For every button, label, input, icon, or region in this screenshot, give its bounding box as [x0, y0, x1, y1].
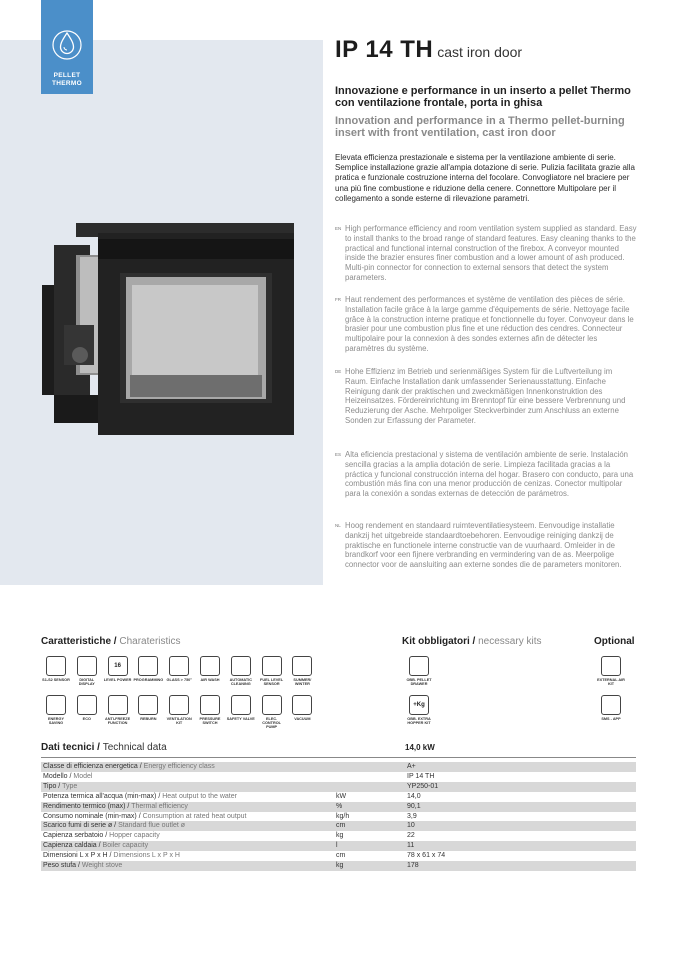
row-value: 11 — [407, 842, 415, 850]
feature-item — [404, 695, 434, 725]
feature-item — [596, 695, 626, 721]
feature-label: ELEC. CONTROL PUMP — [262, 717, 281, 730]
safety-valve-icon — [231, 695, 251, 715]
feature-label: LEVEL POWER — [103, 678, 132, 682]
technical-data-title: Dati tecnici / Technical data — [41, 742, 167, 753]
table-row — [41, 861, 636, 871]
air-wash-icon — [200, 656, 220, 676]
extra-hopper-icon: +Kg — [409, 695, 429, 715]
row-label: Capienza caldaia / Boiler capacity — [43, 842, 149, 850]
row-label: Classe di efficienza energetica / Energy efficiency class — [43, 763, 215, 770]
vacuum-icon — [292, 695, 312, 715]
feature-item — [596, 656, 626, 686]
feature-item — [226, 656, 256, 686]
row-value: YP250-01 — [407, 782, 439, 790]
ventilation-kit-icon — [169, 695, 189, 715]
feature-label: AUTOMATIC CLEANING — [229, 678, 253, 687]
eco-icon — [77, 695, 97, 715]
power-level-icon: 16 — [108, 656, 128, 676]
feature-item — [226, 695, 256, 721]
model-name: IP 14 TH — [335, 36, 434, 63]
row-label: Tipo / Type — [43, 782, 78, 790]
row-value: 3,9 — [407, 812, 417, 820]
row-label: Consumo nominale (min-max) / Consumption at rated heat output — [43, 812, 247, 820]
row-label: Capienza serbatoio / Hopper capacity — [43, 832, 160, 840]
description-de — [335, 367, 637, 426]
anti-freeze-icon — [108, 695, 128, 715]
feature-label: AIR WASH — [200, 678, 220, 682]
row-label: Modello / Model — [43, 772, 93, 780]
row-label: Peso stufa / Weight stove — [43, 862, 123, 869]
reburn-icon — [138, 695, 158, 715]
feature-item — [164, 695, 194, 725]
feature-item — [404, 656, 434, 686]
feature-label: PROGRAMMING — [133, 678, 164, 682]
pump-icon — [262, 695, 282, 715]
feature-item — [133, 656, 163, 682]
row-value: 178 — [407, 862, 419, 869]
feature-label: VENTILATION KIT — [166, 717, 192, 726]
pressure-switch-icon — [200, 695, 220, 715]
feature-label: EXTERNAL AIR KIT — [597, 678, 625, 687]
feature-item — [195, 695, 225, 725]
programming-icon — [138, 656, 158, 676]
table-row — [41, 831, 636, 841]
lang-code: FR — [335, 297, 341, 302]
fuel-level-icon — [262, 656, 282, 676]
lang-text: Hohe Effizienz im Betrieb und serienmäßiges System für die Luftverteilung im Raum. Einfache Installation dank umfassender Serienausstattung. Einfache Reinigung dank der praktischen und zweckmäßigen Innenkonstruktion des Heizeinsatzes. Fördereinrichtung im Brenntopf für eine bessere Verbrennung und Reduzierung der Asche. Mehrpoliger Steckverbinder zum Anschluss an externe Sonden zur Erfassung der Parameter. — [345, 367, 626, 425]
automatic-cleaning-icon — [231, 656, 251, 676]
table-row — [41, 772, 636, 782]
feature-item — [72, 656, 102, 686]
description-es — [335, 450, 637, 499]
feature-label: GLASS > 750° — [166, 678, 192, 682]
row-label: Potenza termica all'acqua (min-max) / Heat output to the water — [43, 792, 237, 800]
feature-item — [257, 695, 287, 730]
feature-label: SMS - APP — [601, 717, 621, 721]
row-value: 90,1 — [407, 802, 421, 810]
row-label: Scarico fumi di serie ø / Standard flue outlet ø — [43, 822, 186, 830]
external-air-icon — [601, 656, 621, 676]
table-row — [41, 841, 636, 851]
description-fr — [335, 295, 637, 354]
lang-code: NL — [335, 523, 341, 528]
table-row — [41, 782, 636, 792]
feature-item — [257, 656, 287, 686]
feature-item — [72, 695, 102, 721]
lang-text: Hoog rendement en standaard ruimteventilatiesysteem. Eenvoudige installatie dankzij het uitgebreide standaardtoebehoren. Eenvoudige reiniging dankzij de praktische en functionele interne constructie van de vuurhaard. Omleider in de brandkorf voor een fijnere verbranding en vermindering van de as. Meerpolige connector voor de aansluiting aan externe sondes die de parameters monitoren. — [345, 521, 622, 570]
feature-label: ECO — [82, 717, 91, 721]
badge-line-2: THERMO — [52, 80, 82, 87]
feature-label: ANTI-FREEZE FUNCTION — [105, 717, 131, 726]
row-unit: kg — [336, 832, 344, 840]
table-row — [41, 802, 636, 812]
feature-label: S1-S2 SENSOR — [42, 678, 70, 682]
row-unit: kW — [336, 792, 347, 800]
row-unit: cm — [336, 852, 346, 860]
lang-code: EN — [335, 226, 342, 231]
glass-icon — [169, 656, 189, 676]
description-en — [335, 224, 637, 283]
pellet-thermo-badge — [41, 0, 93, 94]
feature-label: SAFETY VALVE — [226, 717, 255, 721]
summer-winter-icon — [292, 656, 312, 676]
row-label: Rendimento termico (max) / Thermal efficiency — [43, 802, 188, 810]
necessary-kits-heading: Kit obbligatori / necessary kits — [402, 636, 542, 647]
heading-english: Innovation and performance in a Thermo pellet-burning insert with front ventilation, cast iron door — [335, 115, 625, 139]
description-nl — [335, 521, 637, 570]
feature-label: FUEL LEVEL SENSOR — [260, 678, 284, 687]
lang-text: High performance efficiency and room ventilation system supplied as standard. Easy to install thanks to the broad range of standard features. Easy cleaning thanks to the practical and functional internal construction of the firebox. A conveyor mounted inside the brazier ensures finer combustion and a lower amount of ash produced. Multi-pin connector for connection to external sensors that detect the system parameters. — [345, 224, 637, 282]
feature-item — [195, 656, 225, 682]
lang-text: Haut rendement des performances et système de ventilation des pièces de série. Installation facile grâce à la large gamme d'équipements de série. Nettoyage facile grâce à la construction interne pratique et fonctionnelle du foyer. Convoyeur dans le brasier pour une combustion plus fine et une réduction des cendres. Connecteur multipolaire pour la connexion à des sondes externes afin de détecter les paramètres du système. — [345, 295, 634, 353]
row-unit: % — [336, 802, 343, 810]
row-unit: kg — [336, 862, 344, 869]
heading-italian: Innovazione e performance in un inserto a pellet Thermo con ventilazione frontale, porta in ghisa — [335, 85, 631, 109]
feature-label: PRESSURE SWITCH — [199, 717, 221, 726]
row-unit: kg/h — [336, 812, 350, 820]
row-label: Dimensioni L x P x H / Dimensions L x P x H — [43, 852, 180, 860]
feature-item — [287, 656, 317, 686]
feature-item — [103, 656, 133, 682]
sms-app-icon — [601, 695, 621, 715]
feature-item — [287, 695, 317, 721]
feature-label: DIGITAL DISPLAY — [78, 678, 95, 687]
power-rating: 14,0 kW — [405, 743, 435, 752]
product-image — [40, 215, 295, 440]
table-row — [41, 821, 636, 831]
table-row — [41, 812, 636, 822]
table-divider — [41, 757, 636, 758]
row-value: IP 14 TH — [407, 772, 435, 780]
feature-item — [41, 695, 71, 725]
lang-code: DE — [335, 369, 342, 374]
feature-item — [133, 695, 163, 721]
row-value: 78 x 61 x 74 — [407, 852, 446, 860]
feature-item — [164, 656, 194, 682]
row-unit: l — [336, 842, 338, 850]
feature-label: VACUUM — [294, 717, 311, 721]
table-row — [41, 851, 636, 861]
row-value: 10 — [407, 822, 415, 830]
lang-text: Alta eficiencia prestacional y sistema de ventilación ambiente de serie. Instalación sencilla gracias a la amplia dotación de serie. Limpieza facilitada gracias a la práctica y funcional construcción interna del hogar. Brasero con conducto, para una combustión más fina con una menor producción de cenizas. Conector multipolar para la conexión a sondas externas de detección de parámetros. — [345, 450, 634, 499]
row-value: 22 — [407, 832, 415, 840]
model-subtitle: cast iron door — [437, 44, 523, 60]
description-italian: Elevata efficienza prestazionale e sistema per la ventilazione ambiente di serie. Semplice installazione grazie all'ampia dotazione di serie. Pulizia facilitata grazie alla pratica e funzionale costruzione interna del focolare. Convogliatore nel braciere per una più fine combustione e riduzione della cenere. Connettore Multipolare per il collegamento a sonde esterne di rilevazione parametri. — [335, 153, 635, 203]
feature-label: OBB. EXTRA HOPPER KIT — [407, 717, 431, 726]
row-value: A+ — [407, 763, 416, 770]
badge-line-1: PELLET — [53, 72, 81, 79]
energy-saving-icon — [46, 695, 66, 715]
optional-heading: Optional — [594, 636, 635, 647]
table-row — [41, 792, 636, 802]
display-icon — [77, 656, 97, 676]
lang-code: ES — [335, 452, 342, 457]
feature-label: SUMMER/ WINTER — [293, 678, 312, 687]
sensor-icon — [46, 656, 66, 676]
table-row — [41, 762, 636, 772]
feature-item — [41, 656, 71, 682]
water-drop-icon — [52, 26, 82, 62]
row-unit: cm — [336, 822, 346, 830]
feature-label: REBURN — [140, 717, 157, 721]
row-value: 14,0 — [407, 792, 421, 800]
pellet-drawer-icon — [409, 656, 429, 676]
product-title — [335, 36, 522, 64]
feature-item — [103, 695, 133, 725]
characteristics-heading: Caratteristiche / Charateristics — [41, 636, 181, 647]
feature-label: OBB. PELLET DRAWER — [406, 678, 432, 687]
feature-label: ENERGY SAVING — [47, 717, 65, 726]
